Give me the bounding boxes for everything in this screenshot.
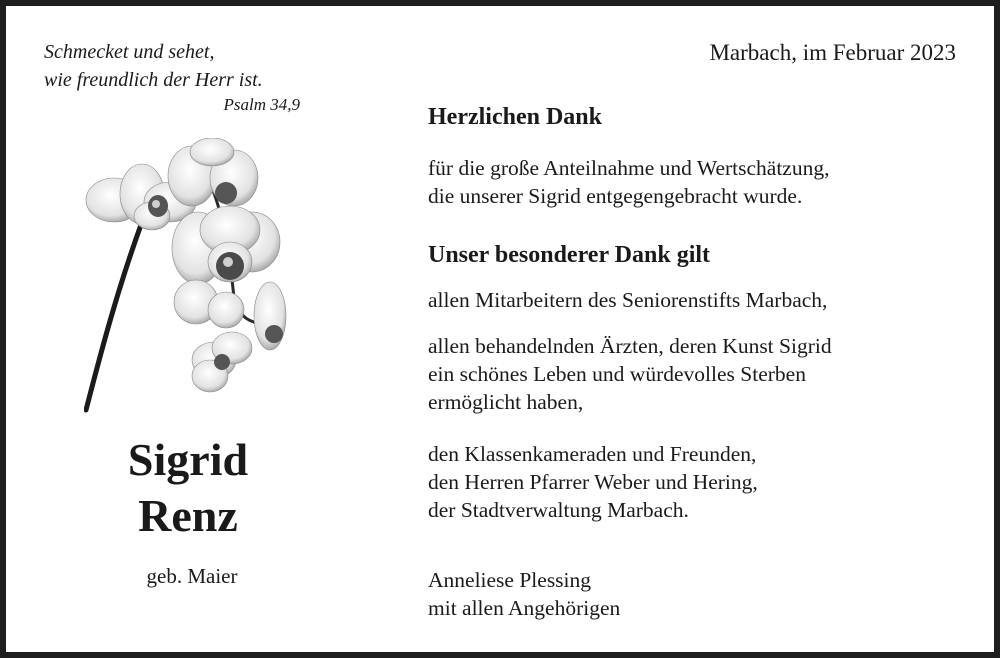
signature [428,566,620,622]
special-paragraph-3 [428,440,758,524]
orchid-icon [84,138,290,414]
heading-special-thanks: Unser besonderer Dank gilt [428,242,711,268]
special-line: den Herren Pfarrer Weber und Hering, [428,470,758,494]
special-line: ermöglicht haben, [428,390,584,414]
dateline: Marbach, im Februar 2023 [709,40,956,65]
special-line: allen Mitarbeitern des Seniorenstifts Marbach, [428,288,828,312]
signature-line: Anneliese Plessing [428,568,592,592]
special-line: den Klassenkameraden und Freunden, [428,442,757,466]
signature-line: mit allen Angehörigen [428,596,621,620]
verse-line: Schmecket und sehet, [44,41,215,63]
special-line: ein schönes Leben und würdevolles Sterben [428,362,806,386]
bible-verse [44,38,300,116]
deceased-name [60,432,316,544]
thanks-paragraph [428,154,829,210]
thanks-line: für die große Anteilnahme und Wertschätzung, [428,156,830,180]
special-line: der Stadtverwaltung Marbach. [428,498,689,522]
verse-reference: Psalm 34,9 [223,95,300,114]
thanks-line: die unserer Sigrid entgegengebracht wurde. [428,184,803,208]
special-line: allen behandelnden Ärzten, deren Kunst Sigrid [428,334,832,358]
first-name: Sigrid [127,434,249,485]
special-paragraph-1 [428,286,827,314]
maiden-name: geb. Maier [146,564,238,588]
last-name: Renz [138,490,238,541]
special-paragraph-2 [428,332,832,416]
heading-thanks: Herzlichen Dank [428,104,602,130]
verse-line: wie freundlich der Herr ist. [44,69,263,91]
